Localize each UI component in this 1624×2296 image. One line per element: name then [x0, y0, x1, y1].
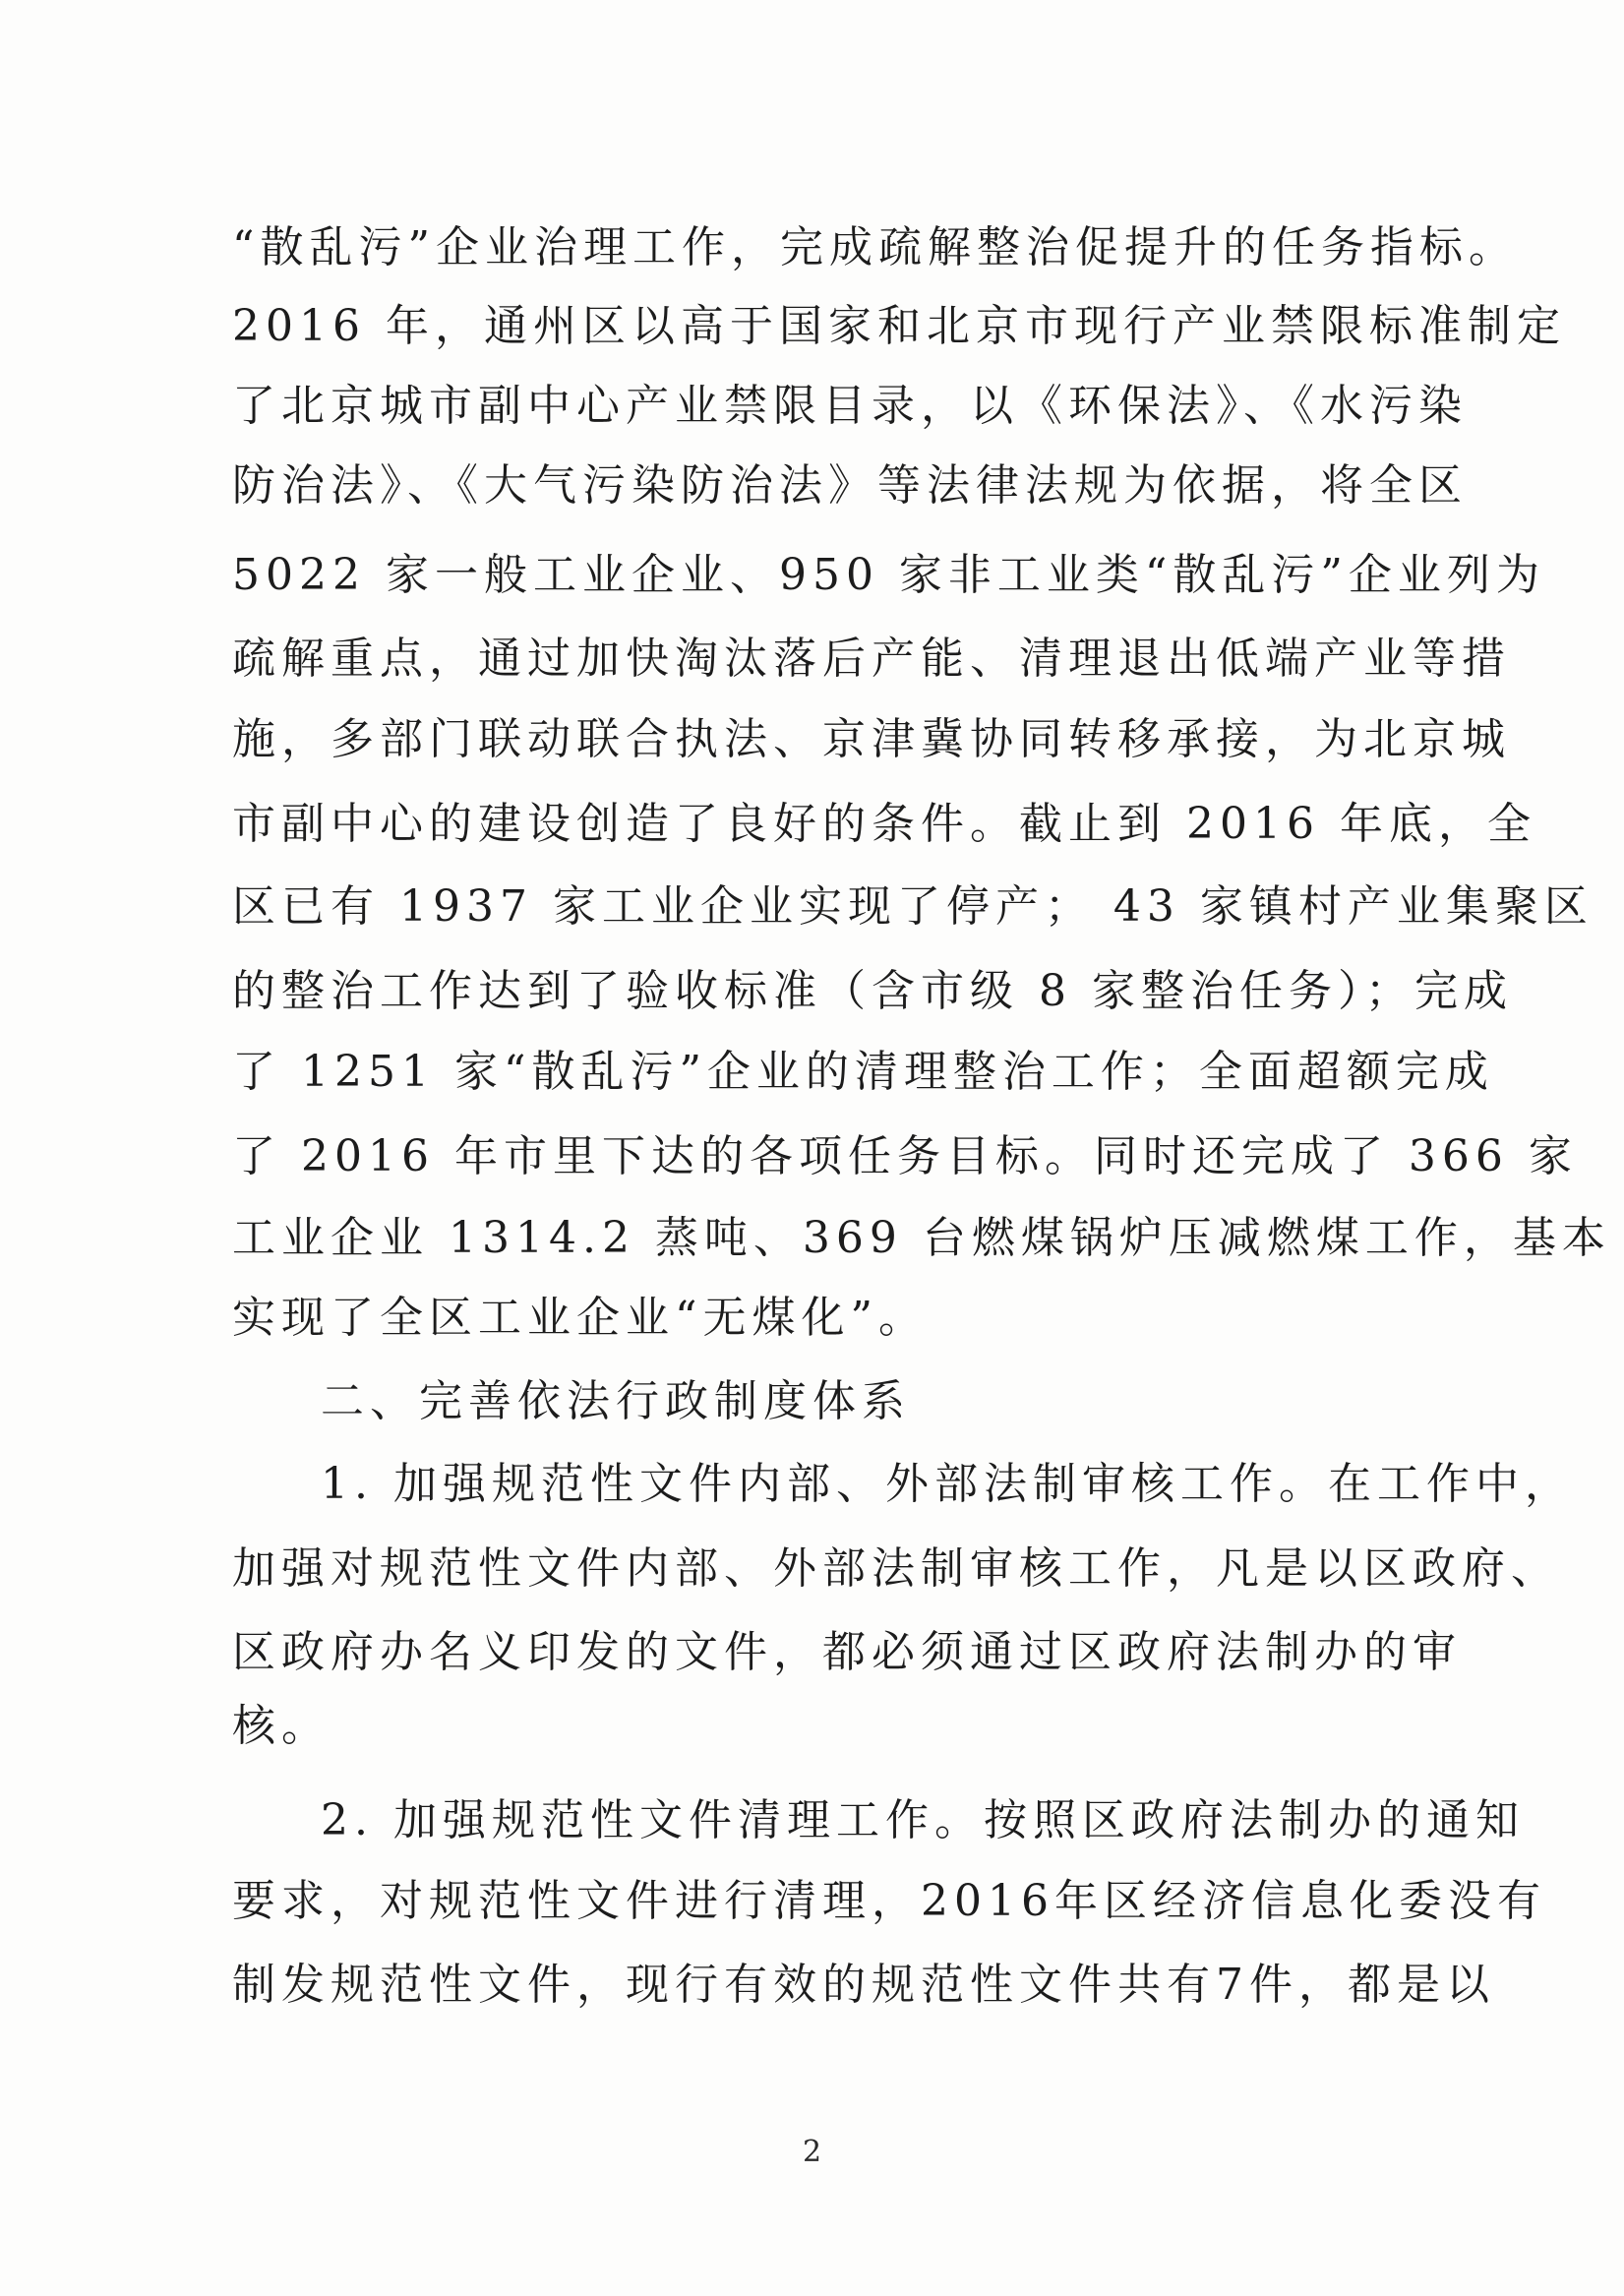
text-line: 制发规范性文件，现行有效的规范性文件共有7件，都是以 [232, 1960, 1495, 2010]
text-line: 1. 加强规范性文件内部、外部法制审核工作。在工作中， [321, 1459, 1574, 1509]
text-line: 2016 年，通州区以高于国家和北京市现行产业禁限标准制定 [232, 301, 1566, 351]
text-line: 的整治工作达到了验收标准（含市级 8 家整治任务）；完成 [232, 966, 1513, 1016]
text-line: 工业企业 1314.2 蒸吨、369 台燃煤锅炉压减燃煤工作，基本 [232, 1213, 1611, 1263]
text-line: 二、完善依法行政制度体系 [321, 1376, 911, 1426]
text-line: 了 1251 家“散乱污”企业的清理整治工作；全面超额完成 [232, 1047, 1494, 1097]
text-line: 市副中心的建设创造了良好的条件。截止到 2016 年底，全 [232, 799, 1536, 849]
text-line: 了北京城市副中心产业禁限目录，以《环保法》、《水污染 [232, 381, 1468, 431]
text-line: 核。 [232, 1701, 331, 1751]
text-line: 2. 加强规范性文件清理工作。按照区政府法制办的通知 [321, 1795, 1525, 1845]
text-line: 疏解重点，通过加快淘汰落后产能、清理退出低端产业等措 [232, 634, 1511, 684]
text-line: 防治法》、《大气污染防治法》等法律法规为依据，将全区 [232, 460, 1468, 511]
text-line: 了 2016 年市里下达的各项任务目标。同时还完成了 366 家 [232, 1131, 1578, 1181]
text-line: 5022 家一般工业企业、950 家非工业类“散乱污”企业列为 [232, 550, 1545, 600]
text-line: 实现了全区工业企业“无煤化”。 [232, 1293, 928, 1343]
text-line: 要求，对规范性文件进行清理，2016年区经济信息化委没有 [232, 1876, 1546, 1926]
page-number: 2 [802, 2135, 822, 2169]
text-line: 施，多部门联动联合执法、京津冀协同转移承接，为北京城 [232, 714, 1511, 764]
text-line: “散乱污”企业治理工作，完成疏解整治促提升的任务指标。 [232, 222, 1518, 272]
text-line: 区已有 1937 家工业企业实现了停产； 43 家镇村产业集聚区 [232, 881, 1594, 932]
text-line: 加强对规范性文件内部、外部法制审核工作，凡是以区政府、 [232, 1543, 1560, 1594]
text-line: 区政府办名义印发的文件，都必须通过区政府法制办的审 [232, 1627, 1462, 1677]
